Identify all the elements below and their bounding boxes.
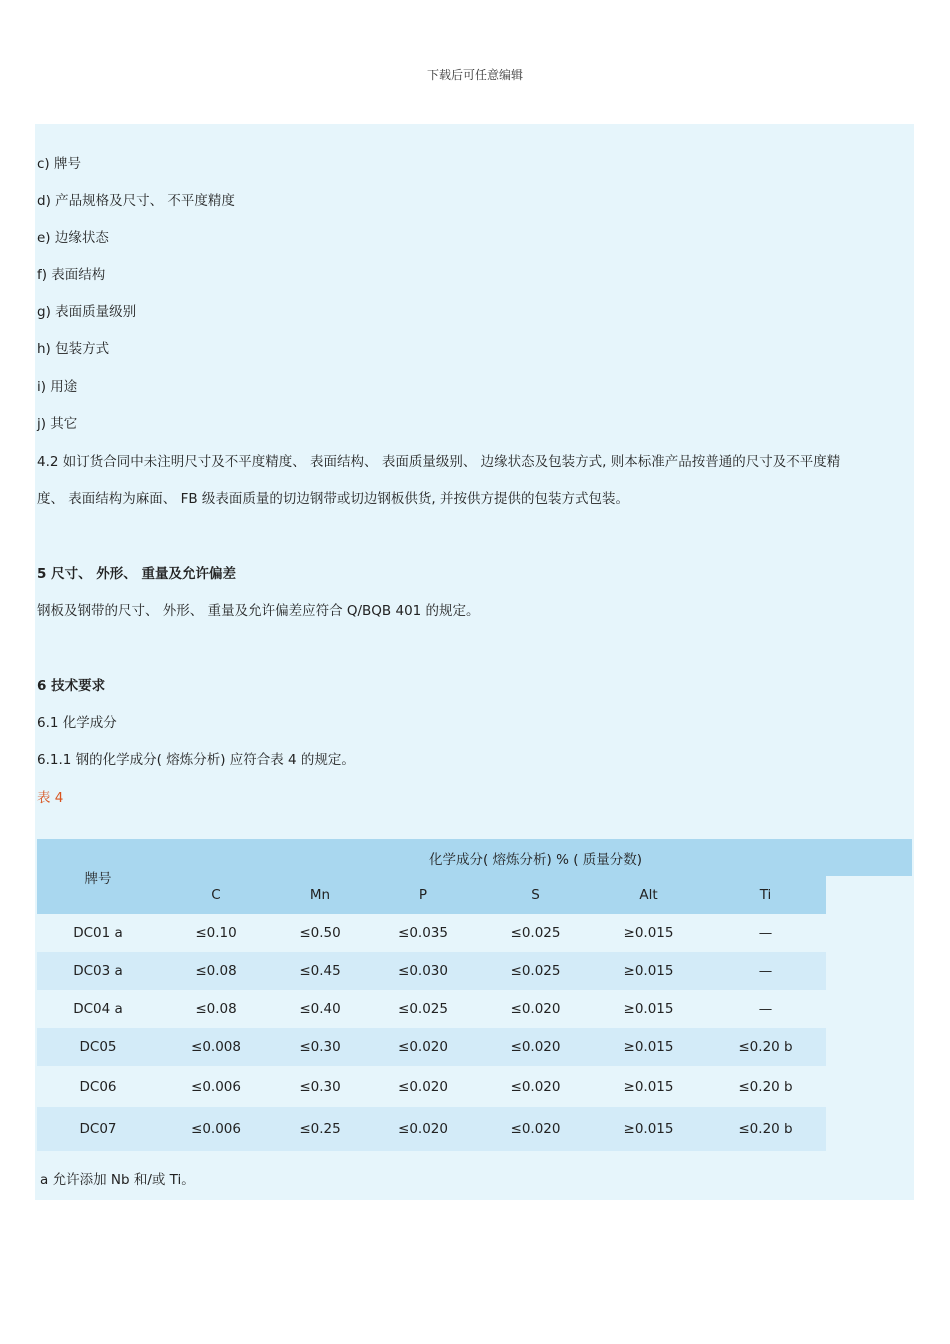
section-5-text: 钢板及钢带的尺寸、 外形、 重量及允许偏差应符合 Q/BQB 401 的规定。	[37, 603, 480, 619]
list-item-d: d) 产品规格及尺寸、 不平度精度	[37, 193, 235, 209]
table-cell: ≤0.020	[510, 1078, 561, 1095]
list-item-e: e) 边缘状态	[37, 230, 109, 246]
table-cell: ≤0.30	[299, 1039, 341, 1055]
table-cell: ≤0.006	[191, 1121, 241, 1137]
table-header-col: Mn	[273, 876, 367, 914]
table-row	[37, 1107, 912, 1151]
table-cell: DC03 a	[73, 963, 123, 979]
table-header-group: 化学成分( 熔炼分析) % ( 质量分数)	[159, 839, 912, 876]
table-cell: ≥0.015	[623, 1039, 674, 1055]
section-4-2-line1: 4.2 如订货合同中未注明尺寸及不平度精度、 表面结构、 表面质量级别、 边缘状态及包装方式, 则本标准产品按普通的尺寸及不平度精	[37, 454, 841, 470]
table-cell: ≤0.035	[398, 925, 448, 941]
table-cell: DC06	[79, 1078, 117, 1095]
table-cell: ≤0.20 b	[738, 1121, 793, 1137]
table-cell: DC07	[79, 1121, 117, 1137]
document-body	[35, 124, 914, 1200]
table-header-spacer	[826, 876, 912, 914]
table-cell: ≤0.20 b	[738, 1039, 793, 1055]
table-cell: ≥0.015	[623, 925, 674, 941]
table-cell: DC04 a	[73, 1001, 123, 1017]
table-cell: ≤0.020	[398, 1078, 448, 1095]
table-header-col: Alt	[592, 876, 705, 914]
list-item-c: c) 牌号	[37, 156, 81, 172]
table-cell: DC01 a	[73, 925, 123, 941]
table-header-col: C	[159, 876, 273, 914]
table-cell: ≥0.015	[623, 1121, 674, 1137]
table-cell: ≤0.030	[398, 963, 448, 979]
table-footnote: a 允许添加 Nb 和/或 Ti。	[40, 1172, 195, 1188]
table-cell: ≤0.025	[510, 925, 561, 941]
list-item-g: g) 表面质量级别	[37, 304, 137, 320]
table-cell: ≤0.020	[510, 1121, 561, 1137]
page-header-note: 下载后可任意编辑	[426, 68, 523, 82]
list-item-h: h) 包装方式	[37, 341, 110, 357]
table-spacer	[826, 1107, 912, 1151]
table-spacer	[826, 914, 912, 952]
table-row	[37, 990, 912, 1028]
table-row	[37, 1066, 912, 1107]
table-spacer	[826, 1066, 912, 1107]
list-item-j: j) 其它	[37, 416, 78, 432]
section-6-1-heading: 6.1 化学成分	[37, 715, 117, 731]
table-spacer	[826, 990, 912, 1028]
table-cell: ≤0.20 b	[738, 1078, 793, 1095]
table-cell: ≤0.08	[195, 1001, 237, 1017]
table-cell: ≤0.006	[191, 1078, 241, 1095]
table-cell: ≤0.45	[299, 963, 341, 979]
table-header-col: P	[367, 876, 479, 914]
table-row	[37, 914, 912, 952]
table-spacer	[826, 952, 912, 990]
table-cell: ≤0.020	[510, 1001, 561, 1017]
section-6-heading: 6 技术要求	[37, 678, 106, 694]
table-cell: ≤0.10	[195, 925, 237, 941]
table-cell: DC05	[79, 1039, 117, 1055]
table-cell: ≤0.020	[398, 1121, 448, 1137]
table-cell: —	[758, 1001, 773, 1017]
table-label: 表 4	[37, 790, 64, 806]
table-cell: ≤0.25	[299, 1121, 341, 1137]
table-cell: ≤0.30	[299, 1078, 341, 1095]
table-header-col: S	[479, 876, 592, 914]
table-spacer	[826, 1028, 912, 1066]
table-cell: ≤0.50	[299, 925, 341, 941]
table-header-col: Ti	[705, 876, 826, 914]
table-header-brand: 牌号	[37, 839, 159, 914]
section-5-heading: 5 尺寸、 外形、 重量及允许偏差	[37, 566, 236, 582]
table-cell: ≤0.020	[398, 1039, 448, 1055]
list-item-f: f) 表面结构	[37, 267, 106, 283]
chemical-composition-table	[37, 839, 912, 1151]
section-6-1-1-text: 6.1.1 钢的化学成分( 熔炼分析) 应符合表 4 的规定。	[37, 752, 355, 768]
table-cell: ≥0.015	[623, 1001, 674, 1017]
list-item-i: i) 用途	[37, 379, 78, 395]
table-cell: ≤0.008	[191, 1039, 241, 1055]
table-cell: ≥0.015	[623, 963, 674, 979]
table-cell: ≤0.08	[195, 963, 237, 979]
table-row	[37, 1028, 912, 1066]
table-cell: ≤0.025	[398, 1001, 448, 1017]
table-cell: ≤0.020	[510, 1039, 561, 1055]
table-cell: ≤0.40	[299, 1001, 341, 1017]
table-row	[37, 952, 912, 990]
table-cell: —	[758, 925, 773, 941]
table-cell: —	[758, 963, 773, 979]
table-cell: ≥0.015	[623, 1078, 674, 1095]
table-cell: ≤0.025	[510, 963, 561, 979]
section-4-2-line2: 度、 表面结构为麻面、 FB 级表面质量的切边钢带或切边钢板供货, 并按供方提供的包装方式包装。	[37, 491, 629, 507]
